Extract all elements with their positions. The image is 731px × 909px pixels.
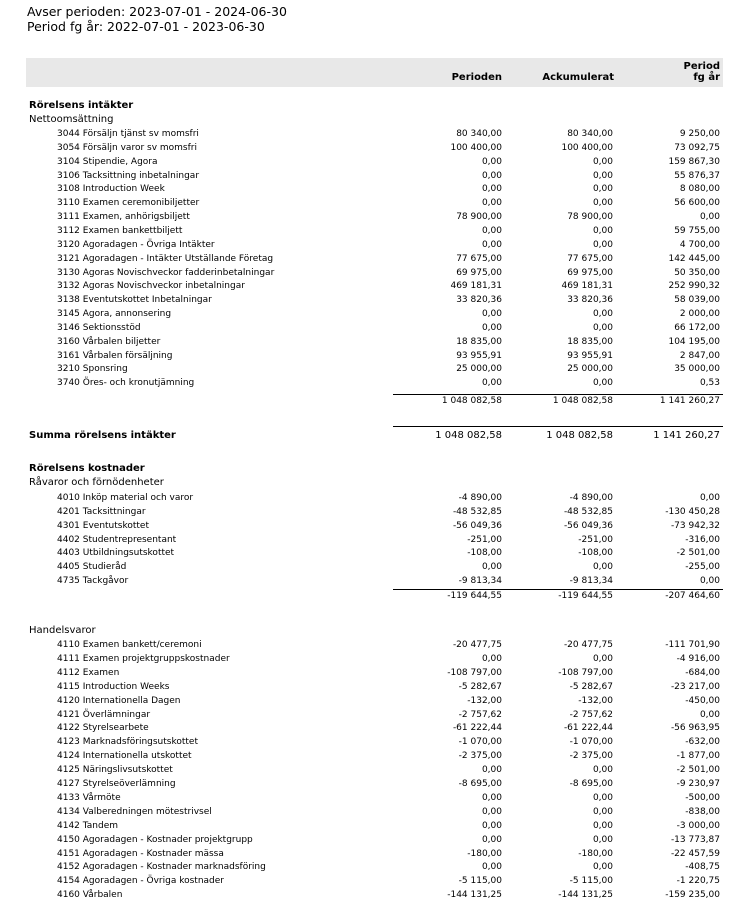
table-row (0, 653, 731, 666)
account-label: 4403 Utbildningsutskottet (57, 548, 175, 559)
value-prev-year: -4 916,00 (676, 653, 720, 664)
costs-subtotal1-accumulated: -119 644,55 (558, 591, 613, 601)
value-prev-year: -1 877,00 (676, 751, 720, 762)
value-accumulated: 0,00 (592, 765, 613, 776)
value-period: 0,00 (481, 562, 502, 573)
value-period: 0,00 (481, 198, 502, 209)
value-prev-year: -632,00 (685, 737, 720, 748)
value-accumulated: 93 955,91 (567, 350, 613, 361)
income-subtotal-accumulated: 1 048 082,58 (552, 396, 613, 406)
account-label: 4160 Vårbalen (57, 890, 123, 901)
value-period: -48 532,85 (452, 506, 502, 517)
value-accumulated: 0,00 (592, 820, 613, 831)
value-accumulated: 25 000,00 (567, 364, 613, 375)
account-label: 3146 Sektionsstöd (57, 322, 141, 333)
value-accumulated: -132,00 (578, 695, 613, 706)
value-prev-year: 104 195,00 (668, 336, 720, 347)
value-period: 0,00 (481, 834, 502, 845)
value-period: 0,00 (481, 862, 502, 873)
value-accumulated: 469 181,31 (561, 281, 613, 292)
value-accumulated: -251,00 (578, 534, 613, 545)
table-row (0, 197, 731, 210)
table-row (0, 722, 731, 735)
costs-subtotal1-period: -119 644,55 (447, 591, 502, 601)
table-row (0, 667, 731, 680)
period-line: Avser perioden: 2023-07-01 - 2024-06-30 (27, 4, 287, 19)
column-header-bar (26, 58, 723, 87)
value-prev-year: 58 039,00 (674, 295, 720, 306)
value-period: 0,00 (481, 309, 502, 320)
value-accumulated: -5 115,00 (569, 876, 613, 887)
table-row (0, 764, 731, 777)
value-period: 0,00 (481, 170, 502, 181)
table-row (0, 520, 731, 533)
value-accumulated: -48 532,85 (563, 506, 613, 517)
value-period: 0,00 (481, 653, 502, 664)
table-row (0, 792, 731, 805)
table-row (0, 709, 731, 722)
value-prev-year: 0,00 (699, 709, 720, 720)
value-period: -61 222,44 (452, 723, 502, 734)
table-row (0, 336, 731, 349)
value-prev-year: -450,00 (685, 695, 720, 706)
value-accumulated: -8 695,00 (569, 779, 613, 789)
account-label: 3740 Öres- och kronutjämning (57, 378, 195, 389)
value-accumulated: 0,00 (592, 322, 613, 333)
value-prev-year: -1 220,75 (676, 876, 720, 887)
value-prev-year: -13 773,87 (670, 834, 720, 845)
table-row (0, 778, 731, 791)
table-row (0, 156, 731, 169)
value-accumulated: 0,00 (592, 184, 613, 195)
value-period: -132,00 (467, 695, 502, 706)
account-label: 4127 Styrelseöverlämning (57, 779, 176, 789)
column-prev-year-line2: fg år (693, 72, 720, 83)
value-period: 0,00 (481, 322, 502, 333)
account-label: 4123 Marknadsföringsutskottet (57, 737, 199, 748)
income-subtotal-row (0, 395, 731, 408)
value-prev-year: -130 450,28 (665, 506, 720, 517)
table-row (0, 547, 731, 560)
value-accumulated: -180,00 (578, 848, 613, 859)
account-label: 4124 Internationella utskottet (57, 751, 192, 762)
account-label: 4134 Valberedningen mötestrivsel (57, 806, 212, 817)
account-label: 3210 Sponsring (57, 364, 128, 375)
value-period: 0,00 (481, 239, 502, 250)
income-group-title: Nettoomsättning (29, 114, 114, 125)
value-prev-year: 50 350,00 (674, 267, 720, 278)
value-accumulated: 0,00 (592, 653, 613, 664)
account-label: 4112 Examen (57, 667, 120, 678)
value-period: 25 000,00 (456, 364, 502, 375)
value-period: -9 813,34 (458, 576, 502, 587)
value-period: -5 282,67 (458, 681, 502, 692)
value-period: -8 695,00 (458, 779, 502, 789)
value-accumulated: 0,00 (592, 806, 613, 817)
column-period: Perioden (451, 72, 502, 83)
value-prev-year: -2 501,00 (676, 548, 720, 559)
table-row (0, 575, 731, 588)
value-accumulated: 0,00 (592, 198, 613, 209)
account-label: 4125 Näringslivsutskottet (57, 765, 173, 776)
value-period: -4 890,00 (458, 493, 502, 503)
value-accumulated: 18 835,00 (567, 336, 613, 347)
table-row (0, 695, 731, 708)
account-label: 4120 Internationella Dagen (57, 695, 181, 706)
value-prev-year: -9 230,97 (676, 779, 720, 789)
value-period: 469 181,31 (450, 281, 502, 292)
value-period: 80 340,00 (456, 129, 502, 139)
account-label: 3145 Agora, annonsering (57, 309, 172, 320)
value-prev-year: -3 000,00 (676, 820, 720, 831)
value-prev-year: -159 235,00 (665, 890, 720, 901)
value-prev-year: 142 445,00 (668, 253, 720, 264)
table-row (0, 820, 731, 833)
value-period: 0,00 (481, 820, 502, 831)
income-sum-label: Summa rörelsens intäkter (29, 430, 176, 441)
account-label: 4110 Examen bankett/ceremoni (57, 640, 202, 650)
table-row (0, 294, 731, 307)
account-label: 3161 Vårbalen försäljning (57, 350, 173, 361)
income-sum-row (0, 429, 731, 443)
table-row (0, 280, 731, 293)
income-subtotal-prev: 1 141 260,27 (659, 396, 720, 406)
income-section-title: Rörelsens intäkter (29, 100, 134, 111)
costs-subtotal1-row (0, 590, 731, 603)
account-label: 3110 Examen ceremonibiljetter (57, 198, 200, 209)
value-prev-year: -684,00 (685, 667, 720, 678)
value-accumulated: -108 797,00 (558, 667, 613, 678)
account-label: 4115 Introduction Weeks (57, 681, 170, 692)
value-prev-year: 73 092,75 (674, 142, 720, 153)
value-prev-year: -838,00 (685, 806, 720, 817)
value-accumulated: -61 222,44 (563, 723, 613, 734)
costs-group1-title: Råvaror och förnödenheter (29, 477, 164, 488)
value-period: -1 070,00 (458, 737, 502, 748)
account-label: 3111 Examen, anhörigsbiljett (57, 212, 190, 223)
value-prev-year: -73 942,32 (670, 520, 720, 531)
table-row (0, 377, 731, 390)
value-period: 69 975,00 (456, 267, 502, 278)
account-label: 3044 Försäljn tjänst sv momsfri (57, 129, 199, 139)
table-row (0, 253, 731, 266)
table-row (0, 128, 731, 141)
table-row (0, 350, 731, 363)
value-period: 33 820,36 (456, 295, 502, 306)
income-subtotal-period: 1 048 082,58 (441, 396, 502, 406)
table-row (0, 267, 731, 280)
value-period: 78 900,00 (456, 212, 502, 223)
table-row (0, 363, 731, 376)
value-prev-year: -111 701,90 (665, 640, 720, 650)
value-period: -251,00 (467, 534, 502, 545)
value-accumulated: 0,00 (592, 170, 613, 181)
account-label: 3130 Agoras Novischveckor fadderinbetalningar (57, 267, 275, 278)
account-label: 4154 Agoradagen - Övriga kostnader (57, 876, 224, 887)
value-prev-year: 0,00 (699, 212, 720, 223)
value-accumulated: -2 757,62 (569, 709, 613, 720)
value-prev-year: 252 990,32 (668, 281, 720, 292)
account-label: 3160 Vårbalen biljetter (57, 336, 161, 347)
table-row (0, 639, 731, 652)
account-label: 4402 Studentrepresentant (57, 534, 177, 545)
table-row (0, 322, 731, 335)
value-accumulated: 33 820,36 (567, 295, 613, 306)
table-row (0, 848, 731, 861)
value-prev-year: 2 000,00 (679, 309, 720, 320)
table-row (0, 239, 731, 252)
value-accumulated: -56 049,36 (563, 520, 613, 531)
table-row (0, 211, 731, 224)
value-period: 18 835,00 (456, 336, 502, 347)
account-label: 3108 Introduction Week (57, 184, 165, 195)
value-accumulated: 0,00 (592, 862, 613, 873)
value-period: 0,00 (481, 156, 502, 167)
value-prev-year: 9 250,00 (679, 129, 720, 139)
value-accumulated: -4 890,00 (569, 493, 613, 503)
value-prev-year: 0,53 (699, 378, 720, 389)
table-row (0, 225, 731, 238)
table-row (0, 142, 731, 155)
value-accumulated: -5 282,67 (569, 681, 613, 692)
account-label: 4301 Eventutskottet (57, 520, 149, 531)
account-label: 4010 Inköp material och varor (57, 493, 194, 503)
value-period: 0,00 (481, 225, 502, 236)
value-period: 0,00 (481, 806, 502, 817)
value-accumulated: -144 131,25 (558, 890, 613, 901)
income-sum-line (393, 426, 723, 427)
value-accumulated: 0,00 (592, 156, 613, 167)
value-prev-year: 66 172,00 (674, 322, 720, 333)
value-period: 0,00 (481, 765, 502, 776)
account-label: 4133 Vårmöte (57, 792, 121, 803)
value-period: -20 477,75 (452, 640, 502, 650)
value-prev-year: 0,00 (699, 493, 720, 503)
prev-period-line: Period fg år: 2022-07-01 - 2023-06-30 (27, 19, 265, 34)
value-period: -2 757,62 (458, 709, 502, 720)
value-period: -56 049,36 (452, 520, 502, 531)
value-accumulated: 77 675,00 (567, 253, 613, 264)
table-row (0, 806, 731, 819)
value-prev-year: -500,00 (685, 792, 720, 803)
value-accumulated: 100 400,00 (561, 142, 613, 153)
value-prev-year: 59 755,00 (674, 225, 720, 236)
column-prev-year-line1: Period (683, 61, 720, 72)
account-label: 3112 Examen bankettbiljett (57, 225, 183, 236)
costs-group2-title: Handelsvaror (29, 625, 96, 636)
value-accumulated: 0,00 (592, 239, 613, 250)
value-prev-year: 56 600,00 (674, 198, 720, 209)
table-row (0, 736, 731, 749)
table-row (0, 561, 731, 574)
table-row (0, 308, 731, 321)
value-accumulated: -108,00 (578, 548, 613, 559)
value-period: 0,00 (481, 184, 502, 195)
value-prev-year: -56 963,95 (670, 723, 720, 734)
table-row (0, 534, 731, 547)
table-row (0, 183, 731, 196)
value-prev-year: 55 876,37 (674, 170, 720, 181)
costs-section-title: Rörelsens kostnader (29, 463, 145, 474)
value-accumulated: 78 900,00 (567, 212, 613, 223)
value-prev-year: 35 000,00 (674, 364, 720, 375)
account-label: 3106 Tacksittning inbetalningar (57, 170, 200, 181)
account-label: 4405 Studieråd (57, 562, 127, 573)
value-accumulated: -9 813,34 (569, 576, 613, 587)
column-accumulated: Ackumulerat (542, 72, 614, 83)
value-prev-year: -255,00 (685, 562, 720, 573)
value-accumulated: 69 975,00 (567, 267, 613, 278)
value-period: -2 375,00 (458, 751, 502, 762)
table-row (0, 889, 731, 902)
table-row (0, 506, 731, 519)
income-sum-accumulated: 1 048 082,58 (546, 430, 613, 441)
table-row (0, 750, 731, 763)
account-label: 4201 Tacksittningar (57, 506, 146, 517)
income-sum-prev: 1 141 260,27 (653, 430, 720, 441)
account-label: 4111 Examen projektgruppskostnader (57, 653, 230, 664)
value-period: -108 797,00 (447, 667, 502, 678)
value-period: 0,00 (481, 792, 502, 803)
table-row (0, 875, 731, 888)
account-label: 3054 Försäljn varor sv momsfri (57, 142, 197, 153)
account-label: 3121 Agoradagen - Intäkter Utställande Företag (57, 253, 274, 264)
value-period: 0,00 (481, 378, 502, 389)
value-period: 77 675,00 (456, 253, 502, 264)
table-row (0, 170, 731, 183)
account-label: 4735 Tackgåvor (57, 576, 129, 587)
value-accumulated: -1 070,00 (569, 737, 613, 748)
value-prev-year: -22 457,59 (670, 848, 720, 859)
value-prev-year: 8 080,00 (679, 184, 720, 195)
value-prev-year: 0,00 (699, 576, 720, 587)
table-row (0, 681, 731, 694)
value-accumulated: 80 340,00 (567, 129, 613, 139)
costs-subtotal1-prev: -207 464,60 (665, 591, 720, 601)
account-label: 3132 Agoras Novischveckor inbetalningar (57, 281, 245, 292)
value-accumulated: 0,00 (592, 378, 613, 389)
table-row (0, 834, 731, 847)
income-sum-period: 1 048 082,58 (435, 430, 502, 441)
account-label: 3138 Eventutskottet Inbetalningar (57, 295, 212, 306)
value-period: -144 131,25 (447, 890, 502, 901)
value-accumulated: -2 375,00 (569, 751, 613, 762)
value-period: 93 955,91 (456, 350, 502, 361)
account-label: 4151 Agoradagen - Kostnader mässa (57, 848, 224, 859)
value-prev-year: 4 700,00 (679, 239, 720, 250)
value-accumulated: 0,00 (592, 225, 613, 236)
value-prev-year: -316,00 (685, 534, 720, 545)
account-label: 4152 Agoradagen - Kostnader marknadsföring (57, 862, 266, 873)
value-accumulated: 0,00 (592, 834, 613, 845)
value-accumulated: 0,00 (592, 792, 613, 803)
value-period: -108,00 (467, 548, 502, 559)
value-period: -180,00 (467, 848, 502, 859)
value-prev-year: -408,75 (685, 862, 720, 873)
value-period: -5 115,00 (458, 876, 502, 887)
value-period: 100 400,00 (450, 142, 502, 153)
value-prev-year: 159 867,30 (668, 156, 720, 167)
table-row (0, 861, 731, 874)
account-label: 3104 Stipendie, Agora (57, 156, 158, 167)
value-prev-year: -2 501,00 (676, 765, 720, 776)
account-label: 4150 Agoradagen - Kostnader projektgrupp (57, 834, 253, 845)
value-accumulated: 0,00 (592, 309, 613, 320)
account-label: 4121 Överlämningar (57, 709, 151, 720)
account-label: 3120 Agoradagen - Övriga Intäkter (57, 239, 215, 250)
value-accumulated: -20 477,75 (563, 640, 613, 650)
table-row (0, 492, 731, 505)
value-accumulated: 0,00 (592, 562, 613, 573)
account-label: 4142 Tandem (57, 820, 119, 831)
value-prev-year: -23 217,00 (670, 681, 720, 692)
account-label: 4122 Styrelsearbete (57, 723, 149, 734)
value-prev-year: 2 847,00 (679, 350, 720, 361)
